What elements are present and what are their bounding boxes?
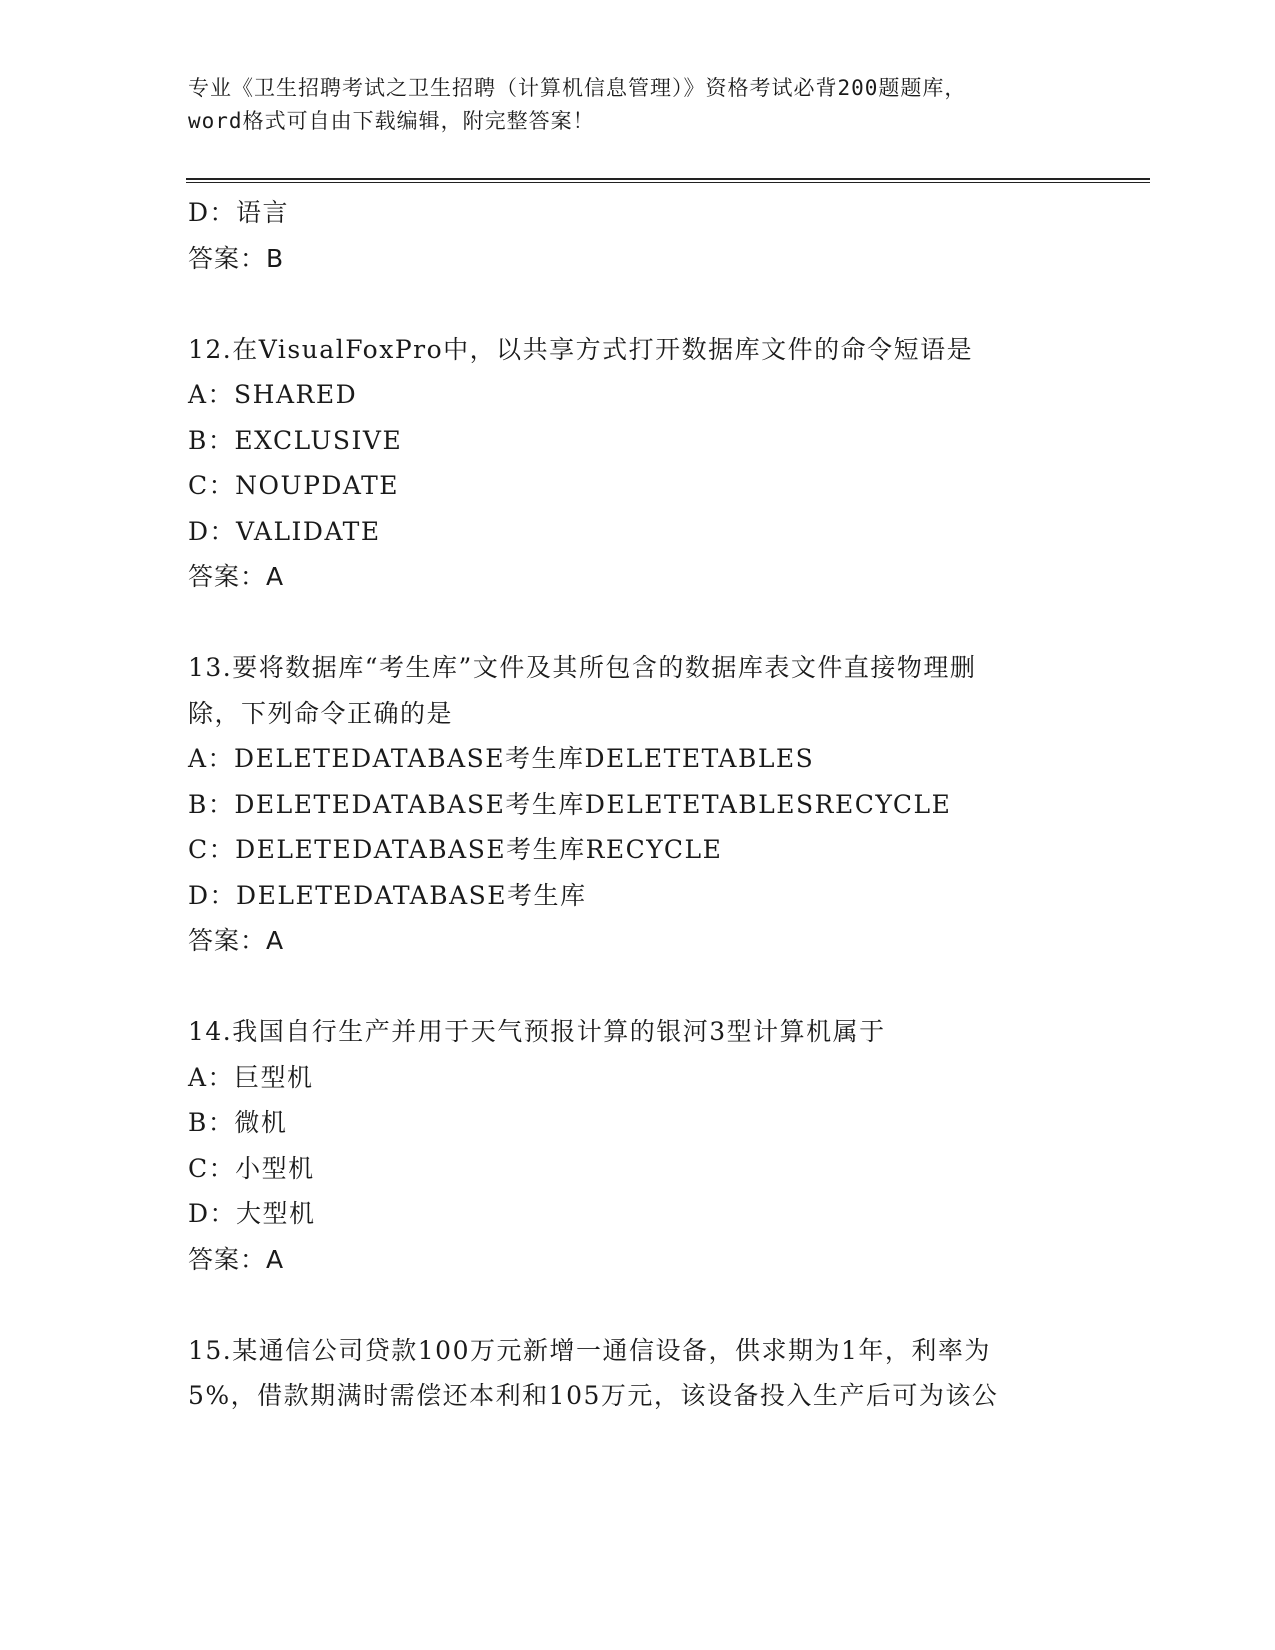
option-b: B：EXCLUSIVE [188, 425, 403, 455]
question-stem: 除，下列命令正确的是 [188, 698, 454, 728]
option-a: A：SHARED [188, 380, 358, 409]
question-stem: 14.我国自行生产并用于天气预报计算的银河3型计算机属于 [188, 1017, 886, 1046]
option-d: D：大型机 [188, 1199, 316, 1228]
question-list [188, 190, 1088, 1419]
option-c: C：小型机 [188, 1153, 315, 1183]
header-divider-thin [186, 182, 1150, 183]
header-line-1: 专业《卫生招聘考试之卫生招聘（计算机信息管理）》资格考试必背200题题库， [188, 76, 967, 100]
option-c: C：DELETEDATABASE考生库RECYCLE [188, 835, 723, 864]
question-stem: 12.在VisualFoxPro中，以共享方式打开数据库文件的命令短语是 [188, 334, 974, 364]
answer-line: 答案：B [188, 243, 285, 273]
answer-line: 答案：A [188, 562, 285, 591]
option-c: C：NOUPDATE [188, 471, 400, 500]
spacer [188, 281, 1088, 327]
question-stem: 13.要将数据库“考生库”文件及其所包含的数据库表文件直接物理删 [188, 653, 977, 682]
spacer [188, 964, 1088, 1010]
option-b: B：DELETEDATABASE考生库DELETETABLESRECYCLE [188, 789, 952, 819]
question-stem: 5%，借款期满时需偿还本利和105万元，该设备投入生产后可为该公 [188, 1381, 999, 1410]
answer-line: 答案：A [188, 926, 285, 955]
document-header [188, 72, 1088, 138]
option-d: D：语言 [188, 198, 290, 227]
option-d: D：DELETEDATABASE考生库 [188, 880, 587, 910]
option-b: B：微机 [188, 1108, 288, 1137]
answer-line: 答案：A [188, 1244, 285, 1274]
header-divider-thick [186, 178, 1150, 180]
option-a: A：DELETEDATABASE考生库DELETETABLES [188, 744, 815, 773]
option-d: D：VALIDATE [188, 516, 381, 546]
spacer [188, 600, 1088, 646]
header-line-2: word格式可自由下载编辑，附完整答案！ [188, 109, 595, 133]
option-a: A：巨型机 [188, 1062, 314, 1092]
question-stem: 15.某通信公司贷款100万元新增一通信设备，供求期为1年，利率为 [188, 1335, 991, 1365]
spacer [188, 1282, 1088, 1328]
